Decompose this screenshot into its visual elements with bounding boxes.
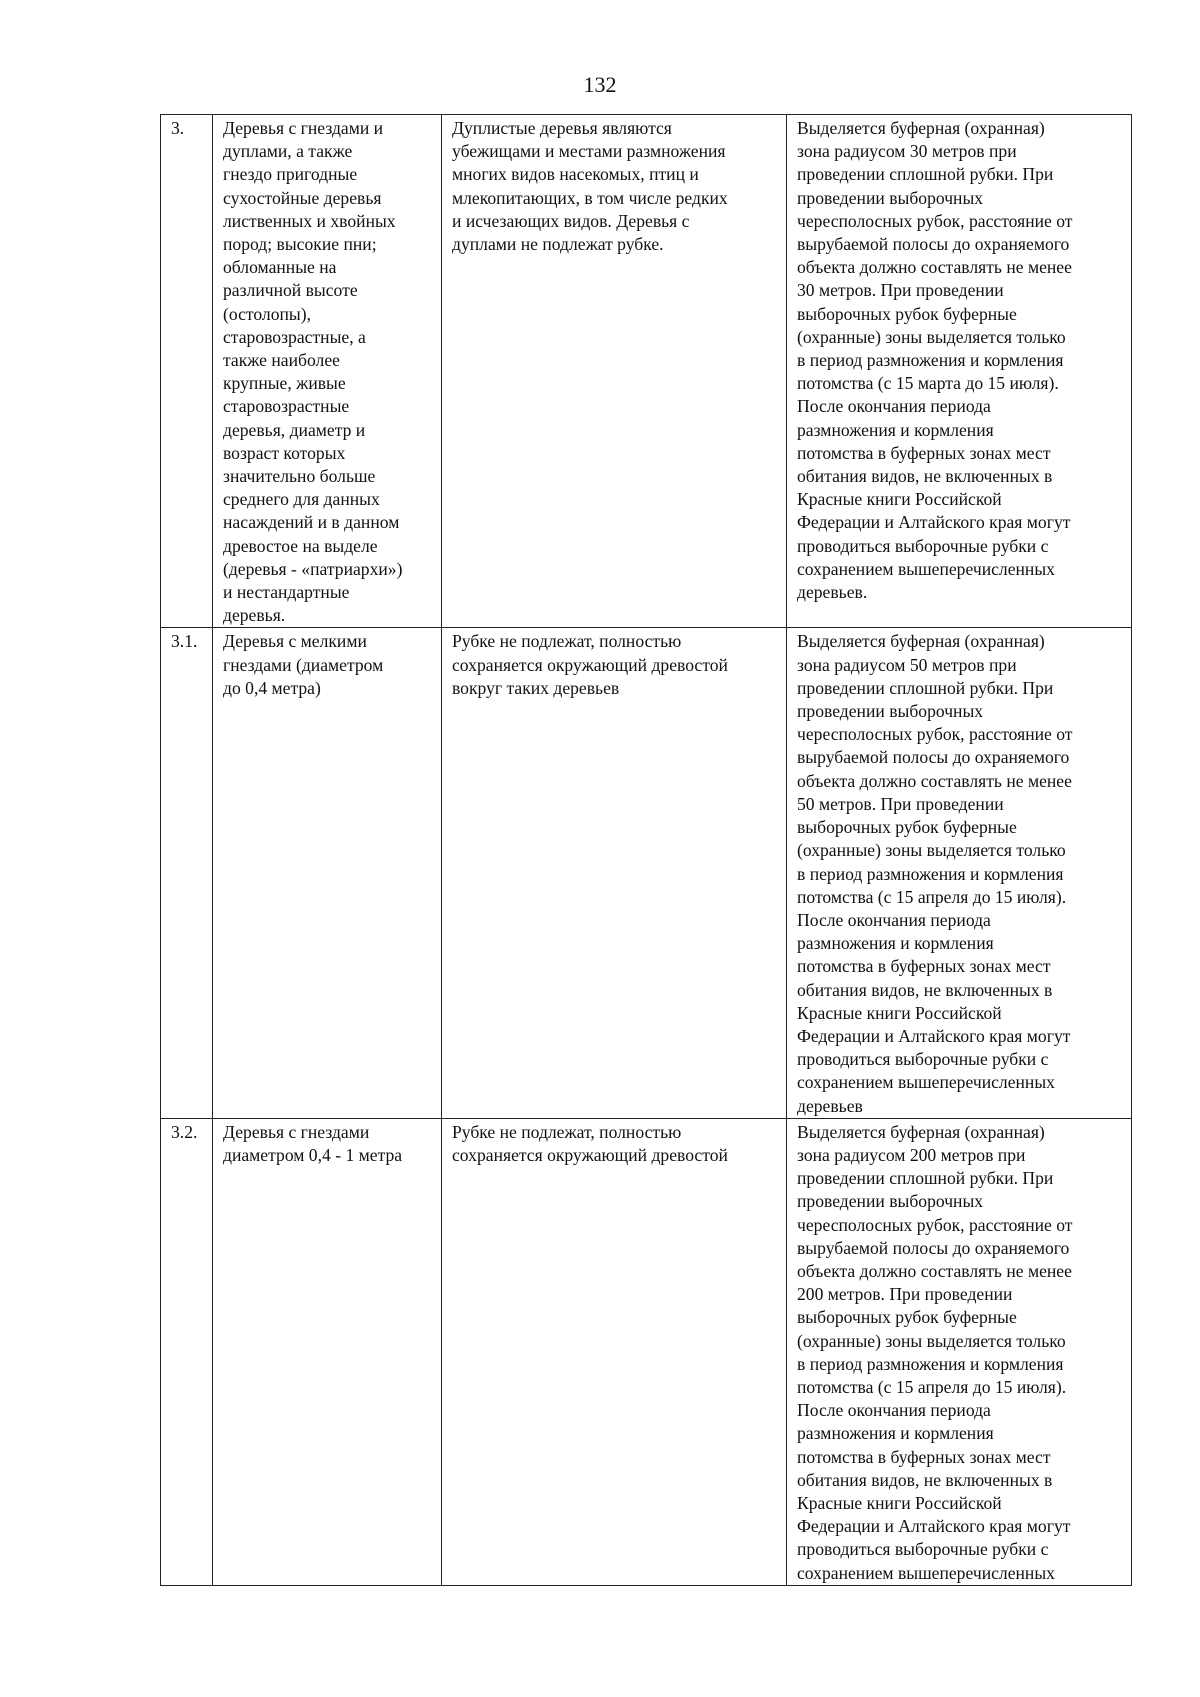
protection-measure-cell: Дуплистые деревья являются убежищами и местами размножения многих видов насекомых, птиц и млекопитающих, в том числе редких и исчезающих видов. Деревья с дуплами не подлежат рубке.	[442, 115, 787, 628]
buffer-zone-cell: Выделяется буферная (охранная) зона радиусом 200 метров при проведении сплошной рубки. При проведении выборочных чересполосных рубок, расстояние от вырубаемой полосы до охраняемого объекта должно составлять не менее 200 метров. При проведении выборочных рубок буферные (охранные) зоны выделяется только в период размножения и кормления потомства (с 15 апреля до 15 июля). После окончания периода размножения и кормления потомства в буферных зонах мест обитания видов, не включенных в Красные книги Российской Федерации и Алтайского края могут проводиться выборочные рубки с сохранением вышеперечисленных	[787, 1118, 1132, 1585]
protection-measure-cell: Рубке не подлежат, полностью сохраняется окружающий древостой вокруг таких деревьев	[442, 628, 787, 1118]
table-row	[161, 115, 1132, 628]
buffer-zone-cell: Выделяется буферная (охранная) зона радиусом 50 метров при проведении сплошной рубки. При проведении выборочных чересполосных рубок, расстояние от вырубаемой полосы до охраняемого объекта должно составлять не менее 50 метров. При проведении выборочных рубок буферные (охранные) зоны выделяется только в период размножения и кормления потомства (с 15 апреля до 15 июля). После окончания периода размножения и кормления потомства в буферных зонах мест обитания видов, не включенных в Красные книги Российской Федерации и Алтайского края могут проводиться выборочные рубки с сохранением вышеперечисленных деревьев	[787, 628, 1132, 1118]
row-number: 3.	[161, 115, 213, 628]
page-number: 132	[583, 72, 617, 97]
row-number: 3.1.	[161, 628, 213, 1118]
row-number: 3.2.	[161, 1118, 213, 1585]
buffer-zone-cell: Выделяется буферная (охранная) зона радиусом 30 метров при проведении сплошной рубки. При проведении выборочных чересполосных рубок, расстояние от вырубаемой полосы до охраняемого объекта должно составлять не менее 30 метров. При проведении выборочных рубок буферные (охранные) зоны выделяется только в период размножения и кормления потомства (с 15 марта до 15 июля). После окончания периода размножения и кормления потомства в буферных зонах мест обитания видов, не включенных в Красные книги Российской Федерации и Алтайского края могут проводиться выборочные рубки с сохранением вышеперечисленных деревьев.	[787, 115, 1132, 628]
protection-table	[160, 114, 1132, 1586]
table-row	[161, 628, 1132, 1118]
protected-object-cell: Деревья с мелкими гнездами (диаметром до 0,4 метра)	[213, 628, 442, 1118]
table-row	[161, 1118, 1132, 1585]
protected-object-cell: Деревья с гнездами и дуплами, а также гнездо пригодные сухостойные деревья лиственных и хвойных пород; высокие пни; обломанные на различной высоте (остолопы), старовозрастные, а также наиболее крупные, живые старовозрастные деревья, диаметр и возраст которых значительно больше среднего для данных насаждений и в данном древостое на выделе (деревья - «патриархи») и нестандартные деревья.	[213, 115, 442, 628]
protected-object-cell: Деревья с гнездами диаметром 0,4 - 1 метра	[213, 1118, 442, 1585]
protection-measure-cell: Рубке не подлежат, полностью сохраняется окружающий древостой	[442, 1118, 787, 1585]
